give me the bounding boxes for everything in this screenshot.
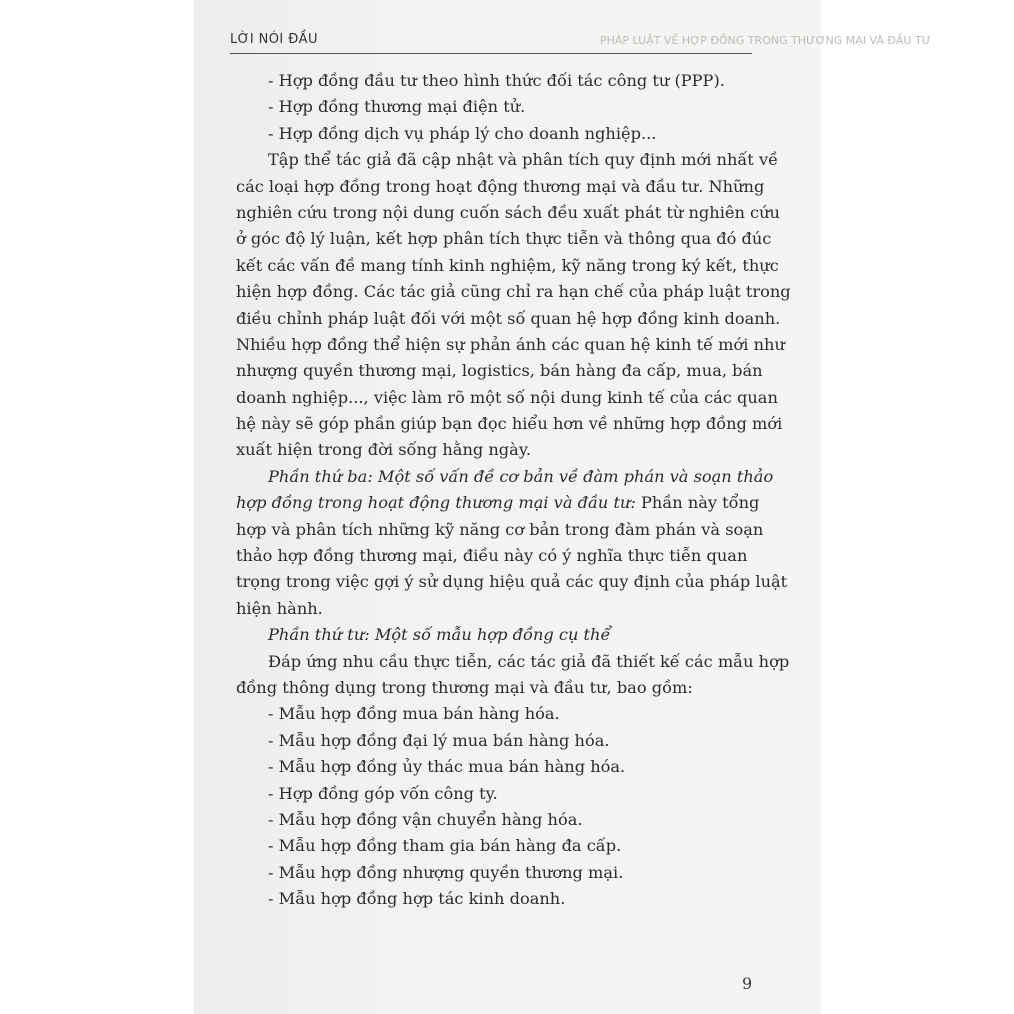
paragraph-line: kết các vấn đề mang tính kinh nghiệm, kỹ năng trong ký kết, thực bbox=[236, 255, 779, 275]
list-item: - Hợp đồng đầu tư theo hình thức đối tác công tư (PPP). bbox=[268, 71, 725, 90]
paragraph-line: thảo hợp đồng thương mại, điều này có ý nghĩa thực tiễn quan bbox=[236, 546, 748, 566]
running-header bbox=[230, 32, 932, 54]
paragraph-line: doanh nghiệp..., việc làm rõ một số nội dung kinh tế của các quan bbox=[236, 387, 778, 407]
paragraph-line: Nhiều hợp đồng thể hiện sự phản ánh các quan hệ kinh tế mới như bbox=[236, 334, 785, 354]
paragraph-line: các loại hợp đồng trong hoạt động thương mại và đầu tư. Những bbox=[236, 176, 765, 196]
list-item: - Mẫu hợp đồng tham gia bán hàng đa cấp. bbox=[268, 836, 622, 856]
page-body bbox=[236, 68, 791, 913]
list-item: - Mẫu hợp đồng đại lý mua bán hàng hóa. bbox=[268, 730, 610, 750]
paragraph-line: nghiên cứu trong nội dung cuốn sách đều xuất phát từ nghiên cứu bbox=[236, 202, 780, 222]
list-item: - Mẫu hợp đồng ủy thác mua bán hàng hóa. bbox=[268, 757, 626, 777]
paragraph-line bbox=[236, 490, 758, 516]
page-number: 9 bbox=[742, 974, 753, 993]
list-item: - Mẫu hợp đồng mua bán hàng hóa. bbox=[268, 704, 560, 724]
paragraph-line: trọng trong việc gợi ý sử dụng hiệu quả các quy định của pháp luật bbox=[236, 572, 788, 592]
list-item: - Mẫu hợp đồng nhượng quyền thương mại. bbox=[268, 862, 624, 882]
paragraph-line: Tập thể tác giả đã cập nhật và phân tích quy định mới nhất về bbox=[268, 150, 779, 170]
list-item: - Hợp đồng dịch vụ pháp lý cho doanh nghiệp... bbox=[268, 123, 657, 143]
bleed-through-book-title: PHÁP LUẬT VỀ HỢP ĐỒNG TRONG THƯƠNG MẠI VÀ ĐẦU TƯ bbox=[600, 34, 932, 47]
paragraph-line: điều chỉnh pháp luật đối với một số quan hệ hợp đồng kinh doanh. bbox=[236, 308, 781, 328]
paragraph-text: Phần này tổng bbox=[635, 493, 760, 513]
paragraph-line: nhượng quyền thương mại, logistics, bán hàng đa cấp, mua, bán bbox=[236, 361, 763, 381]
list-item: - Mẫu hợp đồng vận chuyển hàng hóa. bbox=[268, 809, 583, 829]
paragraph-line: hiện hợp đồng. Các tác giả cũng chỉ ra hạn chế của pháp luật trong bbox=[236, 282, 791, 302]
paragraph-line: hợp và phân tích những kỹ năng cơ bản trong đàm phán và soạn bbox=[236, 519, 764, 539]
paragraph-line: xuất hiện trong đời sống hằng ngày. bbox=[236, 440, 531, 460]
part-three-heading: Phần thứ ba: Một số vấn đề cơ bản về đàm phán và soạn thảo bbox=[268, 466, 774, 486]
part-three-heading-continued: hợp đồng trong hoạt động thương mại và đầu tư: bbox=[236, 493, 636, 513]
paragraph-line: ở góc độ lý luận, kết hợp phân tích thực tiễn và thông qua đó đúc bbox=[236, 229, 772, 249]
paragraph-line: hệ này sẽ góp phần giúp bạn đọc hiểu hơn về những hợp đồng mới bbox=[236, 414, 783, 434]
section-title: LỜI NÓI ĐẦU bbox=[230, 32, 318, 47]
paragraph-line: Đáp ứng nhu cầu thực tiễn, các tác giả đã thiết kế các mẫu hợp bbox=[268, 651, 790, 671]
list-item: - Mẫu hợp đồng hợp tác kinh doanh. bbox=[268, 889, 566, 909]
header-rule bbox=[230, 53, 752, 54]
paragraph-line: hiện hành. bbox=[236, 598, 323, 618]
list-item: - Hợp đồng góp vốn công ty. bbox=[268, 783, 498, 803]
book-page bbox=[194, 0, 932, 1014]
list-item: - Hợp đồng thương mại điện tử. bbox=[268, 97, 526, 117]
paragraph-line: đồng thông dụng trong thương mại và đầu tư, bao gồm: bbox=[236, 677, 693, 697]
part-four-heading: Phần thứ tư: Một số mẫu hợp đồng cụ thể bbox=[268, 625, 611, 645]
